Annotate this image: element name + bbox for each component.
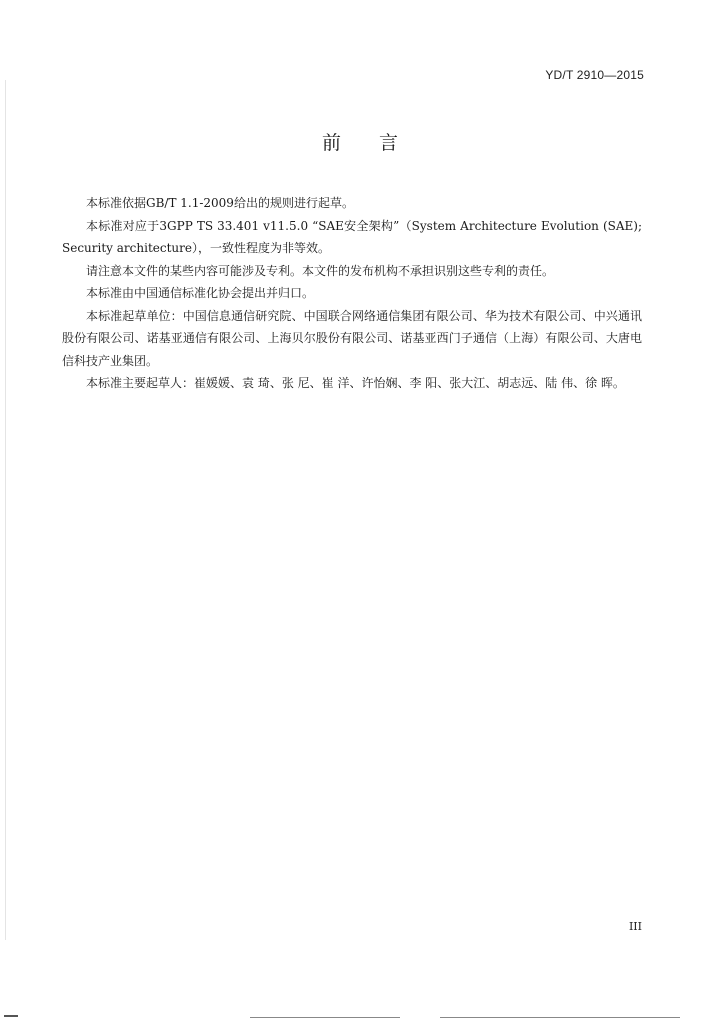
- paragraph-proposer: 本标准由中国通信标准化协会提出并归口。: [86, 286, 315, 300]
- paragraph-correspondence: 本标准对应于3GPP TS 33.401 v11.5.0 “SAE安全架构”（System Architecture Evolution (SAE); Security architecture），一致性程度为非等效。: [62, 218, 642, 255]
- paragraph-drafting-units: 本标准起草单位：中国信息通信研究院、中国联合网络通信集团有限公司、华为技术有限公司、中兴通讯股份有限公司、诺基亚通信有限公司、上海贝尔股份有限公司、诺基亚西门子通信（上海）有限公司、大唐电信科技产业集团。: [62, 308, 642, 368]
- footer-mark: [4, 1015, 18, 1017]
- page-number: III: [628, 920, 642, 933]
- paragraph-patent-notice: 请注意本文件的某些内容可能涉及专利。本文件的发布机构不承担识别这些专利的责任。: [86, 263, 555, 278]
- standard-code: YD/T 2910—2015: [545, 68, 644, 82]
- page-title: 前言: [321, 132, 436, 154]
- scan-edge-line: [5, 80, 6, 940]
- paragraph-drafting-rules: 本标准依据GB/T 1.1-2009给出的规则进行起草。: [86, 196, 354, 210]
- foreword-body: [62, 192, 642, 395]
- footer-rule-right: [440, 1017, 680, 1018]
- footer-rule-left: [250, 1017, 400, 1018]
- paragraph-drafters: 本标准主要起草人：崔媛媛、袁 琦、张 尼、崔 洋、许怡娴、李 阳、张大江、胡志远、陆 伟、徐 晖。: [86, 376, 625, 390]
